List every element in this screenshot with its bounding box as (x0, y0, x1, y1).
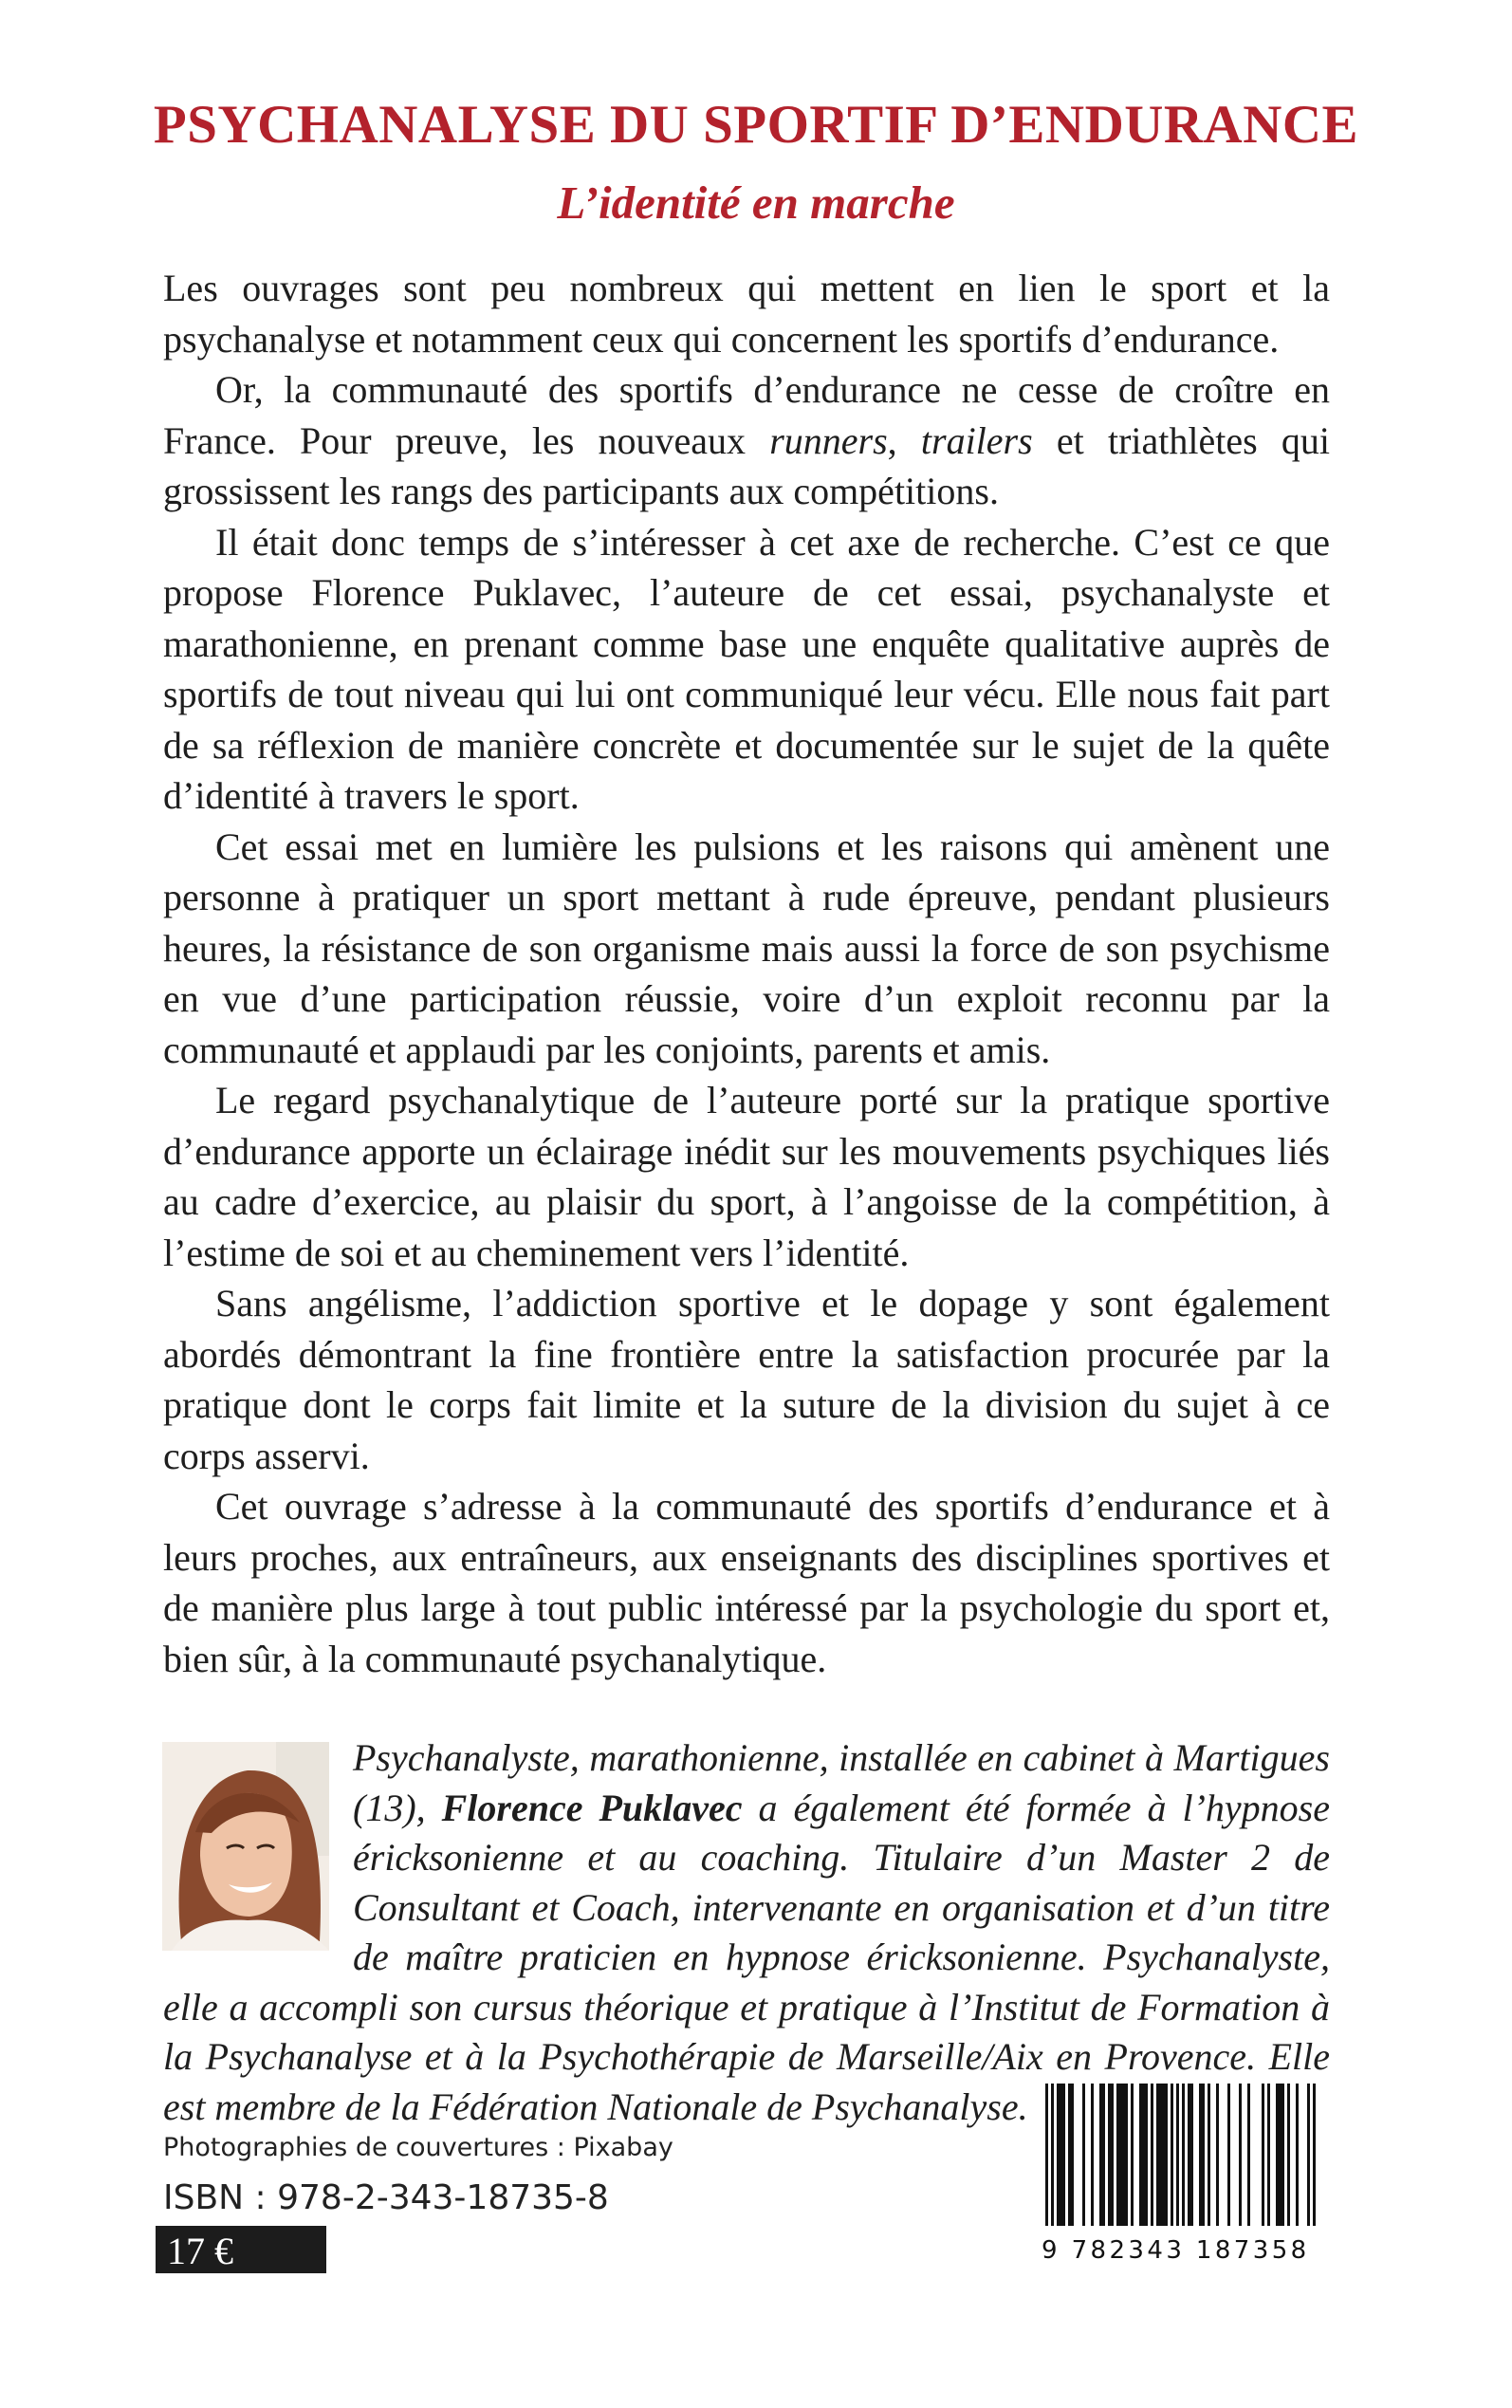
barcode-bar (1190, 2084, 1193, 2226)
barcode-bar (1062, 2084, 1065, 2226)
author-bio (163, 1733, 1330, 2132)
blurb-paragraph-2-part-a: Or, la communauté des sportifs d’endurance ne cesse de croître en France. Pour preuve, les nouveaux (163, 368, 1330, 462)
barcode-bar (1102, 2084, 1105, 2226)
barcode-bar (1145, 2084, 1148, 2226)
barcode-bar (1307, 2084, 1310, 2226)
barcode-bar (1099, 2084, 1102, 2226)
barcode-bar (1082, 2084, 1085, 2226)
blurb-paragraph-3: Il était donc temps de s’intéresser à cet axe de recherche. C’est ce que propose Florence Puklavec, l’auteure de cet essai, psychanalyste et marathonienne, en prenant comme base une enquête qualitative auprès de sportifs de tout niveau qui lui ont communiqué leur vécu. Elle nous fait part de sa réflexion de manière concrète et documentée sur le sujet de la quête d’identité à travers le sport. (163, 520, 1330, 817)
barcode-bar (1108, 2084, 1111, 2226)
blurb-paragraph-2-part-c: et triathlètes qui grossissent les rangs des participants aux compétitions. (163, 418, 1331, 512)
barcode-bar (1182, 2084, 1185, 2226)
barcode-bar (1057, 2084, 1060, 2226)
barcode-bar (1282, 2084, 1284, 2226)
barcode-bar (1287, 2084, 1290, 2226)
barcode-bar (1125, 2084, 1128, 2226)
term-runners: runners (769, 418, 888, 462)
blurb-paragraph-7: Cet ouvrage s’adresse à la communauté des sportifs d’endurance et à leurs proches, aux entraîneurs, aux enseignants des disciplines sportives et de manière plus large à tout public intéressé par la psychologie du sport et, bien sûr, à la communauté psychanalytique. (163, 1485, 1330, 1680)
barcode-bar (1116, 2084, 1119, 2226)
author-bio-intro: Psychanalyste, marathonienne, installée en cabinet à Martigues (13), (353, 1736, 1330, 1829)
barcode-bar (1188, 2084, 1190, 2226)
barcode-bar (1216, 2084, 1219, 2226)
isbn: ISBN : 978-2-343-18735-8 (163, 2178, 609, 2217)
blurb-paragraph-2-separator: , (887, 418, 921, 462)
barcode-bar (1119, 2084, 1122, 2226)
barcode-bar (1139, 2084, 1142, 2226)
author-bio-details: a également été formée à l’hypnose éricksonienne et au coaching. Titulaire d’un Master 2 de Consultant et Coach, intervenante en organisation et d’un titre de maître praticien en hypnose éricksonienne. Psychanalyste, elle a accompli son cursus théorique et pratique à l’Institut de Formation à la Psychanalyse et à la Psychothérapie de Marseille/Aix en Provence. Elle est membre de la Fédération Nationale de Psychanalyse. (163, 1786, 1331, 2128)
barcode-bar (1142, 2084, 1145, 2226)
barcode-bar (1267, 2084, 1270, 2226)
barcode-bars (1038, 2084, 1328, 2235)
barcode-bar (1151, 2084, 1153, 2226)
barcode-bar (1296, 2084, 1299, 2226)
blurb (163, 263, 1330, 1684)
barcode-bar (1068, 2084, 1071, 2226)
price-tag (156, 2226, 326, 2273)
barcode-bar (1060, 2084, 1062, 2226)
barcode-bar (1162, 2084, 1165, 2226)
barcode-bar (1051, 2084, 1054, 2226)
barcode-bar (1262, 2084, 1264, 2226)
barcode-bar (1247, 2084, 1250, 2226)
blurb-paragraph-2 (163, 364, 1330, 517)
blurb-paragraph-5: Le regard psychanalytique de l’auteure porté sur la pratique sportive d’endurance apporte un éclairage inédit sur les mouvements psychiques liés au cadre d’exercice, au plaisir du sport, à l’angoisse de la compétition, à l’estime de soi et au cheminement vers l’identité. (163, 1079, 1330, 1274)
barcode-bar (1199, 2084, 1202, 2226)
barcode-bar (1045, 2084, 1048, 2226)
barcode-digits: 9 782343 187358 (1042, 2236, 1310, 2265)
barcode-bar (1171, 2084, 1173, 2226)
photo-credit: Photographies de couvertures : Pixabay (163, 2133, 673, 2162)
barcode-bar (1159, 2084, 1162, 2226)
author-name: Florence Puklavec (441, 1786, 743, 1829)
barcode-bar (1111, 2084, 1114, 2226)
barcode-bar (1176, 2084, 1179, 2226)
barcode-bar (1208, 2084, 1210, 2226)
blurb-paragraph-1: Les ouvrages sont peu nombreux qui mettent en lien le sport et la psychanalyse et notamment ceux qui concernent les sportifs d’endurance. (163, 267, 1330, 361)
barcode-bar (1165, 2084, 1168, 2226)
barcode-bar (1156, 2084, 1159, 2226)
barcode-bar (1122, 2084, 1125, 2226)
price: 17 € (167, 2230, 233, 2272)
book-title: PSYCHANALYSE DU SPORTIF D’ENDURANCE (153, 95, 1359, 155)
term-trailers: trailers (920, 418, 1033, 462)
barcode-bar (1276, 2084, 1279, 2226)
barcode-bar (1091, 2084, 1094, 2226)
barcode-bar (1279, 2084, 1282, 2226)
blurb-paragraph-6: Sans angélisme, l’addiction sportive et le dopage y sont également abordés démontrant la fine frontière entre la satisfaction procurée par la pratique dont le corps fait limite et la suture de la division du sujet à ce corps asservi. (163, 1282, 1330, 1477)
barcode-bar (1239, 2084, 1242, 2226)
barcode-bar (1131, 2084, 1134, 2226)
barcode-bar (1313, 2084, 1316, 2226)
book-subtitle: L’identité en marche (557, 176, 955, 229)
barcode-bar (1071, 2084, 1074, 2226)
blurb-paragraph-4: Cet essai met en lumière les pulsions et les raisons qui amènent une personne à pratiquer un sport mettant à rude épreuve, pendant plusieurs heures, la résistance de son organisme mais aussi la force de son psychisme en vue d’une participation réussie, voire d’un exploit reconnu par la communauté et applaudi par les conjoints, parents et amis. (163, 824, 1330, 1071)
barcode-bar (1227, 2084, 1230, 2226)
barcode-bar (1202, 2084, 1205, 2226)
